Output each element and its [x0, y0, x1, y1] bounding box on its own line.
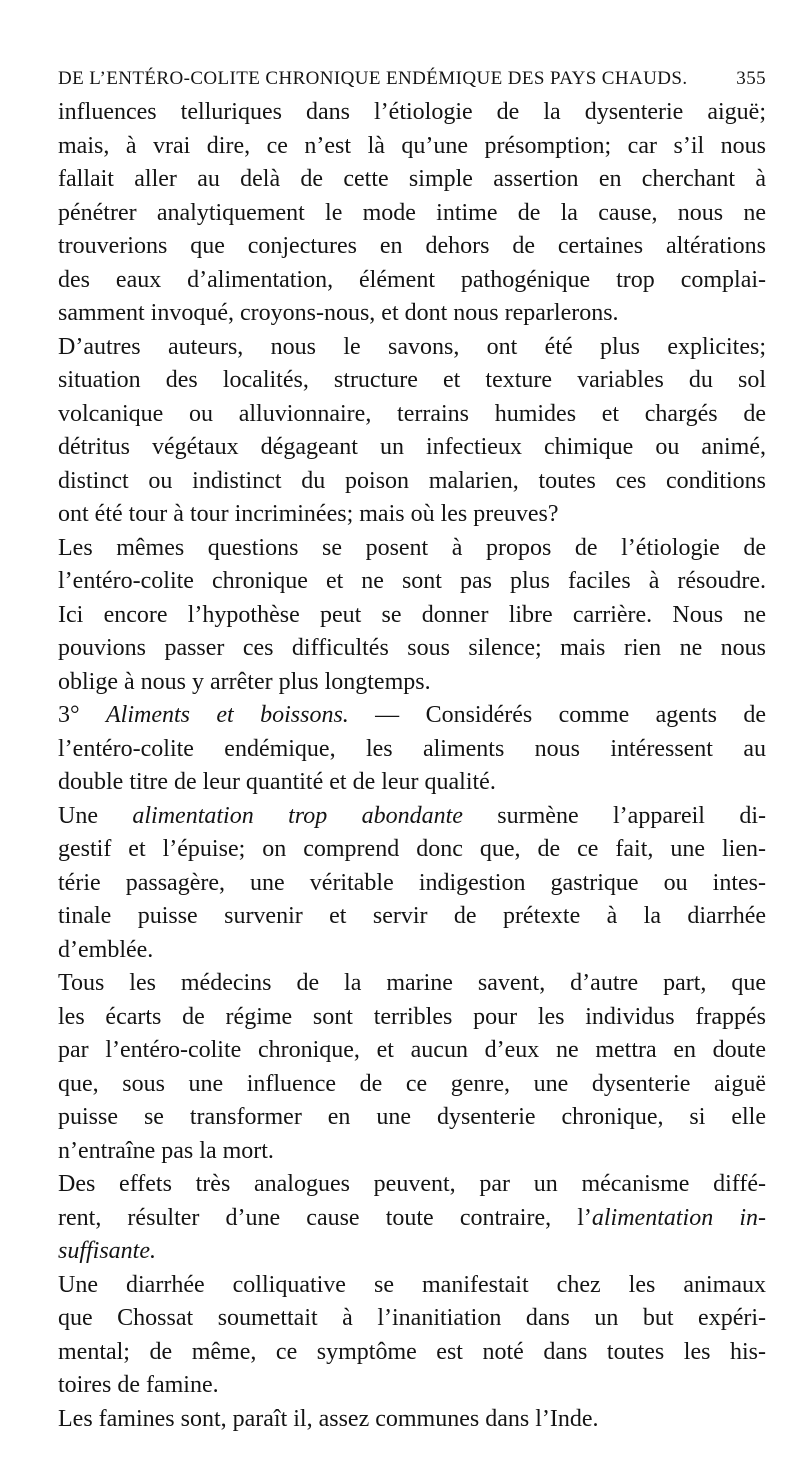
text-line: pénétrer analytiquement le mode intime de la cause, nous ne	[58, 199, 766, 226]
text-line: l’entéro-colite endémique, les aliments nous intéressent au	[58, 735, 766, 762]
text-line: distinct ou indistinct du poison malarien, toutes ces conditions	[58, 467, 766, 494]
text-line: par l’entéro-colite chronique, et aucun d’eux ne mettra en doute	[58, 1037, 766, 1063]
text-line: Une diarrhée colliquative se manifestait chez les animaux	[58, 1271, 766, 1298]
text-line: Ici encore l’hypothèse peut se donner libre carrière. Nous ne	[58, 601, 766, 628]
text-line: rent, résulter d’une cause toute contraire, l’alimentation in-	[58, 1204, 766, 1231]
text-line: 3° Aliments et boissons. — Considérés comme agents de	[58, 702, 766, 728]
text-line: toires de famine.	[58, 1372, 219, 1398]
text-line: gestif et l’épuise; on comprend donc que, de ce fait, une lien-	[58, 836, 766, 862]
text-line: détritus végétaux dégageant un infectieux chimique ou animé,	[58, 434, 766, 460]
text-line: mental; de même, ce symptôme est noté dans toutes les his-	[58, 1338, 766, 1365]
text-line: D’autres auteurs, nous le savons, ont été plus explicites;	[58, 333, 766, 360]
text-line: n’entraîne pas la mort.	[58, 1137, 274, 1164]
text-line: des eaux d’alimentation, élément pathogénique trop complai-	[58, 266, 766, 293]
text-line: Tous les médecins de la marine savent, d’autre part, que	[58, 970, 766, 996]
text-line	[58, 1235, 766, 1269]
text-line: influences telluriques dans l’étiologie de la dysenterie aiguë;	[58, 99, 766, 125]
text-line: Les famines sont, paraît il, assez communes dans l’Inde.	[58, 1405, 599, 1432]
text-line: puisse se transformer en une dysenterie chronique, si elle	[58, 1104, 766, 1130]
text-line: tinale puisse survenir et servir de prétexte à la diarrhée	[58, 903, 766, 929]
text-line: Les mêmes questions se posent à propos de l’étiologie de	[58, 534, 766, 561]
running-head	[58, 62, 766, 96]
text-line: trouverions que conjectures en dehors de certaines altérations	[58, 233, 766, 259]
text-line: volcanique ou alluvionnaire, terrains humides et chargés de	[58, 400, 766, 427]
text-line: térie passagère, une véritable indigestion gastrique ou intes-	[58, 869, 766, 896]
text-line: Une alimentation trop abondante surmène l’appareil di-	[58, 802, 766, 829]
text-line: Des effets très analogues peuvent, par un mécanisme diffé-	[58, 1171, 766, 1197]
text-line: ont été tour à tour incriminées; mais où les preuves?	[58, 501, 559, 527]
text-line: mais, à vrai dire, ce n’est là qu’une présomption; car s’il nous	[58, 132, 766, 159]
text-line: d’emblée.	[58, 936, 154, 963]
page-number: 355	[736, 68, 766, 89]
text-line: fallait aller au delà de cette simple assertion en cherchant à	[58, 166, 766, 192]
text-line: les écarts de régime sont terribles pour les individus frappés	[58, 1003, 766, 1030]
italic-span: Aliments et boissons.	[106, 702, 349, 728]
text-line: double titre de leur quantité et de leur qualité.	[58, 769, 496, 795]
body-text	[58, 96, 766, 1436]
text-line: l’entéro-colite chronique et ne sont pas plus faciles à résoudre.	[58, 568, 766, 594]
text-line: oblige à nous y arrêter plus longtemps.	[58, 668, 431, 695]
text-line: que, sous une influence de ce genre, une dysenterie aiguë	[58, 1070, 766, 1097]
book-page	[58, 62, 766, 1436]
text-line: samment invoqué, croyons-nous, et dont nous reparlerons.	[58, 300, 619, 326]
text-line: situation des localités, structure et texture variables du sol	[58, 367, 766, 393]
text-line: que Chossat soumettait à l’inanitiation dans un but expéri-	[58, 1305, 766, 1331]
italic-span: alimentation in-	[591, 1204, 766, 1231]
italic-span: alimentation trop abondante	[132, 802, 463, 829]
text-line: pouvions passer ces difficultés sous silence; mais rien ne nous	[58, 635, 766, 661]
italic-span: suffisante.	[58, 1238, 157, 1264]
running-title: DE L’ENTÉRO-COLITE CHRONIQUE ENDÉMIQUE DES PAYS CHAUDS.	[58, 68, 688, 89]
